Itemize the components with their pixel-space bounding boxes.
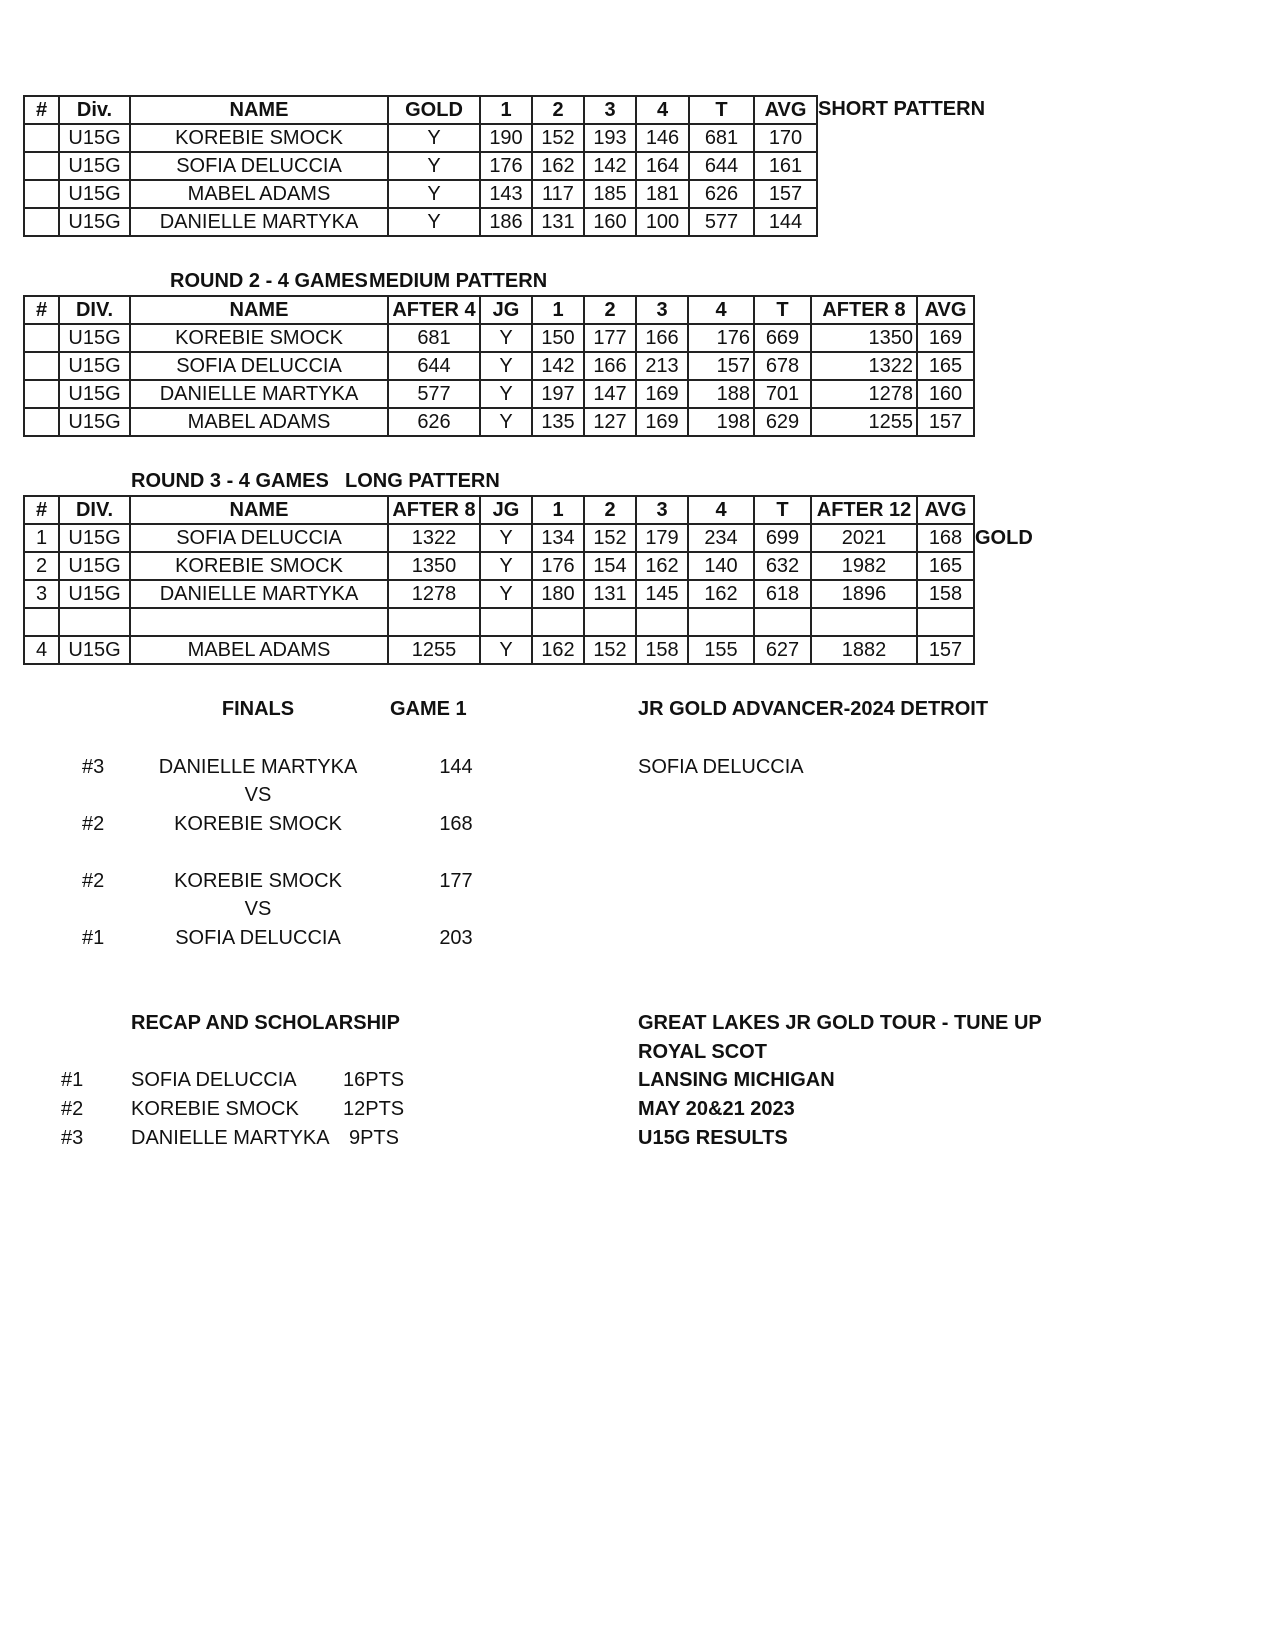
table-cell: Y	[388, 124, 480, 152]
table-cell: 165	[917, 552, 974, 580]
table-cell: 669	[754, 324, 811, 352]
table-cell: U15G	[59, 352, 130, 380]
match2-name-b: SOFIA DELUCCIA	[175, 927, 341, 949]
match1-vs: VS	[244, 784, 272, 806]
table-cell: 168	[917, 524, 974, 552]
table-cell: Y	[480, 580, 532, 608]
recap-name-1: SOFIA DELUCCIA	[131, 1069, 297, 1091]
recap-pts-2: 12PTS	[343, 1098, 405, 1120]
table-cell: 143	[480, 180, 532, 208]
table-cell: MABEL ADAMS	[130, 180, 388, 208]
table-cell: 577	[689, 208, 754, 236]
table-cell: 1350	[388, 552, 480, 580]
table-cell: 193	[584, 124, 636, 152]
table-cell: U15G	[59, 636, 130, 664]
column-header: NAME	[130, 96, 388, 124]
column-header: GOLD	[388, 96, 480, 124]
table-row	[24, 552, 974, 580]
table-cell: 681	[689, 124, 754, 152]
table-cell: 198	[688, 408, 754, 436]
advancer-name: SOFIA DELUCCIA	[638, 756, 804, 778]
table-row	[24, 524, 974, 552]
recap-name-3: DANIELLE MARTYKA	[131, 1127, 330, 1149]
column-header: NAME	[130, 496, 388, 524]
table-cell: 1278	[388, 580, 480, 608]
table-cell: 170	[754, 124, 817, 152]
table-cell: 3	[24, 580, 59, 608]
recap-title: RECAP AND SCHOLARSHIP	[131, 1012, 400, 1034]
table-cell	[480, 608, 532, 636]
table-cell: DANIELLE MARTYKA	[130, 380, 388, 408]
table-row	[24, 352, 974, 380]
table-cell: 681	[388, 324, 480, 352]
table-cell: 179	[636, 524, 688, 552]
table-cell	[24, 208, 59, 236]
column-header: 2	[584, 296, 636, 324]
table-cell: 146	[636, 124, 689, 152]
table-cell: U15G	[59, 208, 130, 236]
table-cell: Y	[480, 408, 532, 436]
table-cell: 1982	[811, 552, 917, 580]
table-row	[24, 180, 817, 208]
column-header: 3	[636, 496, 688, 524]
column-header: AFTER 12	[811, 496, 917, 524]
table-row	[24, 152, 817, 180]
column-header: DIV.	[59, 496, 130, 524]
table-cell: 176	[532, 552, 584, 580]
table-cell: 188	[688, 380, 754, 408]
table-cell: 626	[388, 408, 480, 436]
table-cell: 152	[584, 636, 636, 664]
table-cell: 169	[636, 380, 688, 408]
column-header: 3	[584, 96, 636, 124]
column-header: 4	[688, 496, 754, 524]
table-cell: Y	[388, 208, 480, 236]
match2-seed-a: #2	[82, 870, 105, 892]
column-header: T	[689, 96, 754, 124]
table-row	[24, 580, 974, 608]
table-cell: 135	[532, 408, 584, 436]
match1-seed-b: #2	[82, 813, 105, 835]
table-cell: 1896	[811, 580, 917, 608]
table-cell: 629	[754, 408, 811, 436]
event-line-3: LANSING MICHIGAN	[638, 1069, 835, 1091]
event-line-5: U15G RESULTS	[638, 1127, 788, 1149]
table-cell: 678	[754, 352, 811, 380]
table-cell: MABEL ADAMS	[130, 408, 388, 436]
table-cell: 140	[688, 552, 754, 580]
table-cell: 213	[636, 352, 688, 380]
header-row	[24, 96, 817, 124]
table-cell	[917, 608, 974, 636]
column-header: AVG	[754, 96, 817, 124]
table-cell: 162	[636, 552, 688, 580]
column-header: 4	[688, 296, 754, 324]
match1-seed-a: #3	[82, 756, 105, 778]
table-cell: 152	[532, 124, 584, 152]
recap-pts-1: 16PTS	[343, 1069, 405, 1091]
table-cell: Y	[480, 636, 532, 664]
table-cell: Y	[388, 180, 480, 208]
table-cell: U15G	[59, 552, 130, 580]
gold-marker: GOLD	[975, 527, 1033, 549]
table-cell: 145	[636, 580, 688, 608]
table-cell: Y	[480, 352, 532, 380]
table-cell: 166	[584, 352, 636, 380]
table-cell: 627	[754, 636, 811, 664]
table-cell	[24, 180, 59, 208]
table-cell: 626	[689, 180, 754, 208]
table-cell: 701	[754, 380, 811, 408]
table-cell: Y	[388, 152, 480, 180]
column-header: 3	[636, 296, 688, 324]
table-cell	[24, 152, 59, 180]
table-cell	[24, 352, 59, 380]
column-header: #	[24, 296, 59, 324]
table-cell: KOREBIE SMOCK	[130, 552, 388, 580]
table-cell: 157	[688, 352, 754, 380]
match2-score-b: 203	[439, 927, 473, 949]
table-cell: 142	[584, 152, 636, 180]
round2-table	[23, 295, 975, 437]
table-cell: 1350	[811, 324, 917, 352]
table-cell: Y	[480, 324, 532, 352]
table-row	[24, 408, 974, 436]
table-cell: 1322	[388, 524, 480, 552]
round2-title: ROUND 2 - 4 GAMES	[170, 270, 368, 292]
column-header: 2	[584, 496, 636, 524]
round3-pattern: LONG PATTERN	[345, 470, 500, 492]
event-line-2: ROYAL SCOT	[638, 1041, 767, 1063]
table-cell: 164	[636, 152, 689, 180]
table-cell	[130, 608, 388, 636]
table-row	[24, 636, 974, 664]
table-cell	[532, 608, 584, 636]
table-cell: KOREBIE SMOCK	[130, 324, 388, 352]
recap-rank-3: #3	[61, 1127, 84, 1149]
column-header: AFTER 4	[388, 296, 480, 324]
finals-title: FINALS	[221, 698, 295, 720]
column-header: AFTER 8	[811, 296, 917, 324]
match2-score-a: 177	[439, 870, 473, 892]
match2-vs: VS	[244, 898, 272, 920]
table-cell	[811, 608, 917, 636]
table-cell: SOFIA DELUCCIA	[130, 152, 388, 180]
table-cell: 100	[636, 208, 689, 236]
table-cell	[59, 608, 130, 636]
table-cell: 1322	[811, 352, 917, 380]
table-cell	[754, 608, 811, 636]
table-cell: 1882	[811, 636, 917, 664]
table-cell: 155	[688, 636, 754, 664]
column-header: Div.	[59, 96, 130, 124]
table-cell: 165	[917, 352, 974, 380]
table-row	[24, 124, 817, 152]
table-cell	[24, 380, 59, 408]
table-cell: 577	[388, 380, 480, 408]
match1-score-a: 144	[439, 756, 473, 778]
table-cell: 618	[754, 580, 811, 608]
table-cell: 2	[24, 552, 59, 580]
table-cell: 2021	[811, 524, 917, 552]
table-cell	[388, 608, 480, 636]
match2-seed-b: #1	[82, 927, 105, 949]
column-header: NAME	[130, 296, 388, 324]
table-cell: 131	[532, 208, 584, 236]
table-cell: 644	[689, 152, 754, 180]
table-cell: 160	[584, 208, 636, 236]
round3-table	[23, 495, 975, 665]
column-header: 4	[636, 96, 689, 124]
match1-name-b: KOREBIE SMOCK	[174, 813, 342, 835]
table-cell: 160	[917, 380, 974, 408]
table-cell: 699	[754, 524, 811, 552]
table-row	[24, 608, 974, 636]
column-header: 1	[532, 296, 584, 324]
table-cell: U15G	[59, 180, 130, 208]
table-cell	[636, 608, 688, 636]
column-header: 1	[480, 96, 532, 124]
table-cell: 190	[480, 124, 532, 152]
table-cell: 181	[636, 180, 689, 208]
table-cell: 1255	[388, 636, 480, 664]
table-cell: 144	[754, 208, 817, 236]
table-cell: 176	[688, 324, 754, 352]
table-cell: 162	[688, 580, 754, 608]
advancer-title: JR GOLD ADVANCER-2024 DETROIT	[638, 698, 989, 720]
table-cell: 4	[24, 636, 59, 664]
table-row	[24, 324, 974, 352]
table-cell: 127	[584, 408, 636, 436]
table-cell: 234	[688, 524, 754, 552]
event-line-4: MAY 20&21 2023	[638, 1098, 795, 1120]
table-cell	[24, 324, 59, 352]
round2-pattern: MEDIUM PATTERN	[369, 270, 548, 292]
column-header: 1	[532, 496, 584, 524]
column-header: DIV.	[59, 296, 130, 324]
column-header: #	[24, 96, 59, 124]
table-cell: SOFIA DELUCCIA	[130, 352, 388, 380]
table-cell: U15G	[59, 124, 130, 152]
table-cell: 150	[532, 324, 584, 352]
column-header: JG	[480, 296, 532, 324]
table-row	[24, 380, 974, 408]
table-cell: 117	[532, 180, 584, 208]
header-row	[24, 296, 974, 324]
table-cell	[24, 608, 59, 636]
table-cell: Y	[480, 552, 532, 580]
table-cell: 177	[584, 324, 636, 352]
recap-pts-3: 9PTS	[348, 1127, 399, 1149]
column-header: AFTER 8	[388, 496, 480, 524]
table-cell: 169	[917, 324, 974, 352]
column-header: T	[754, 296, 811, 324]
table-row	[24, 208, 817, 236]
table-cell: 152	[584, 524, 636, 552]
table-cell: 162	[532, 636, 584, 664]
table-cell: MABEL ADAMS	[130, 636, 388, 664]
table-cell: 157	[917, 408, 974, 436]
table-cell: 1	[24, 524, 59, 552]
column-header: #	[24, 496, 59, 524]
table-cell: 176	[480, 152, 532, 180]
table-cell: 142	[532, 352, 584, 380]
match1-name-a: DANIELLE MARTYKA	[158, 756, 358, 778]
recap-rank-1: #1	[61, 1069, 84, 1091]
header-row	[24, 496, 974, 524]
table-cell: Y	[480, 380, 532, 408]
recap-name-2: KOREBIE SMOCK	[131, 1098, 299, 1120]
table-cell: U15G	[59, 380, 130, 408]
round3-title: ROUND 3 - 4 GAMES	[131, 470, 329, 492]
table-cell: 1278	[811, 380, 917, 408]
table-cell: 632	[754, 552, 811, 580]
table-cell: DANIELLE MARTYKA	[130, 580, 388, 608]
column-header: JG	[480, 496, 532, 524]
table-cell: SOFIA DELUCCIA	[130, 524, 388, 552]
table-cell	[584, 608, 636, 636]
table-cell: 158	[917, 580, 974, 608]
finals-game-label: GAME 1	[390, 698, 467, 720]
table-cell: 1255	[811, 408, 917, 436]
table-cell: 186	[480, 208, 532, 236]
round1-pattern-label: SHORT PATTERN	[818, 98, 986, 120]
match1-score-b: 168	[439, 813, 473, 835]
table-cell: 169	[636, 408, 688, 436]
table-cell: 147	[584, 380, 636, 408]
table-cell: 162	[532, 152, 584, 180]
table-cell: U15G	[59, 324, 130, 352]
table-cell: DANIELLE MARTYKA	[130, 208, 388, 236]
table-cell: U15G	[59, 524, 130, 552]
table-cell: 131	[584, 580, 636, 608]
column-header: AVG	[917, 296, 974, 324]
table-cell: 154	[584, 552, 636, 580]
table-cell: 185	[584, 180, 636, 208]
table-cell: 166	[636, 324, 688, 352]
round1-table	[23, 95, 818, 237]
column-header: 2	[532, 96, 584, 124]
table-cell: KOREBIE SMOCK	[130, 124, 388, 152]
table-cell	[24, 124, 59, 152]
table-cell: 161	[754, 152, 817, 180]
table-cell: 197	[532, 380, 584, 408]
table-cell: 158	[636, 636, 688, 664]
table-cell: 134	[532, 524, 584, 552]
column-header: AVG	[917, 496, 974, 524]
table-cell: 180	[532, 580, 584, 608]
recap-rank-2: #2	[61, 1098, 84, 1120]
table-cell	[24, 408, 59, 436]
table-cell	[688, 608, 754, 636]
column-header: T	[754, 496, 811, 524]
table-cell: U15G	[59, 152, 130, 180]
table-cell: U15G	[59, 580, 130, 608]
match2-name-a: KOREBIE SMOCK	[174, 870, 342, 892]
table-cell: 644	[388, 352, 480, 380]
table-cell: U15G	[59, 408, 130, 436]
table-cell: 157	[754, 180, 817, 208]
table-cell: Y	[480, 524, 532, 552]
event-line-1: GREAT LAKES JR GOLD TOUR - TUNE UP	[638, 1012, 1042, 1034]
table-cell: 157	[917, 636, 974, 664]
